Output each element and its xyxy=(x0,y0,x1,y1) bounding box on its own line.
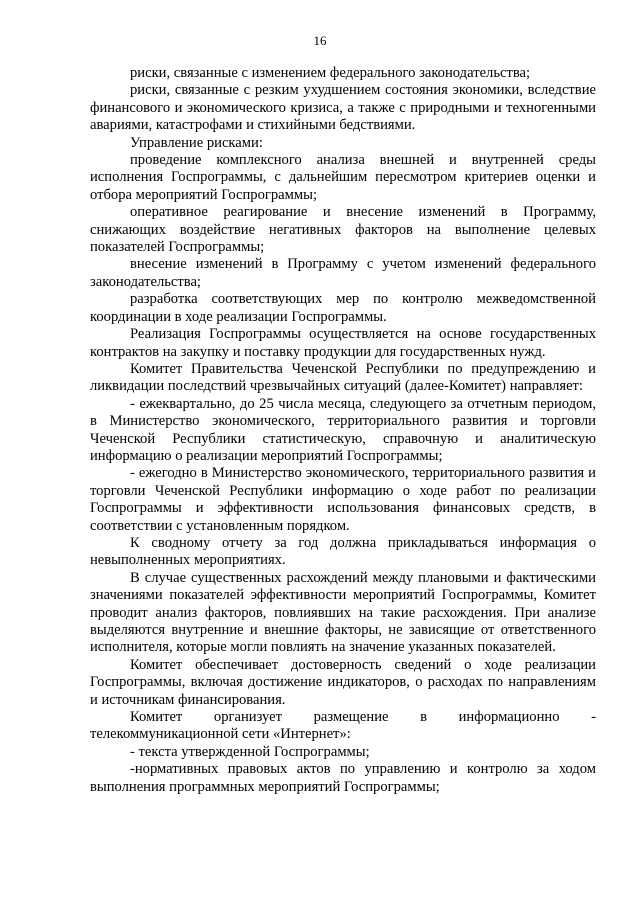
paragraph: -нормативных правовых актов по управлению и контролю за ходом выполнения программных мероприятий Госпрограммы; xyxy=(90,761,596,795)
page-number: 16 xyxy=(313,33,327,48)
paragraph: Комитет организует размещение в информационно - телекоммуникационной сети «Интернет»: xyxy=(90,709,596,743)
paragraph: Комитет обеспечивает достоверность сведений о ходе реализации Госпрограммы, включая достижение индикаторов, о расходах по направлениям и источникам финансирования. xyxy=(90,656,596,708)
paragraph: Реализация Госпрограммы осуществляется на основе государственных контрактов на закупку и поставку продукции для государственных нужд. xyxy=(90,326,596,360)
paragraph: - ежеквартально, до 25 числа месяца, следующего за отчетным периодом, в Министерство экономического, территориального развития и торговли Чеченской Республики статистическую, справочную и аналитическую информацию о реализации мероприятий Госпрограммы; xyxy=(90,395,596,464)
paragraph: внесение изменений в Программу с учетом изменений федерального законодательства; xyxy=(90,256,596,290)
paragraph: Управление рисками: xyxy=(130,134,263,151)
paragraph: - текста утвержденной Госпрограммы; xyxy=(130,743,370,760)
paragraph: разработка соответствующих мер по контролю межведомственной координации в ходе реализации Госпрограммы. xyxy=(90,291,596,325)
paragraph: риски, связанные с изменением федерального законодательства; xyxy=(130,65,531,81)
paragraph: К сводному отчету за год должна прикладываться информация о невыполненных мероприятиях. xyxy=(90,534,596,569)
paragraph: оперативное реагирование и внесение изменений в Программу, снижающих воздействие негативных факторов на выполнение целевых показателей Госпрограммы; xyxy=(90,204,596,256)
paragraph: В случае существенных расхождений между плановыми и фактическими значениями показателей эффективности мероприятий Госпрограммы, Комитет проводит анализ факторов, повлиявших на такие расхождения. При анализе выделяются внутренние и внешние факторы, не зависящие от ответственного исполнителя, которые могли повлиять на значение указанных показателей. xyxy=(90,569,596,656)
paragraph: риски, связанные с резким ухудшением состояния экономики, вследствие финансового и экономического кризиса, а также с природными и техногенными авариями, катастрофами и стихийными бедствиями. xyxy=(90,82,596,134)
paragraph: Комитет Правительства Чеченской Республики по предупреждению и ликвидации последствий чрезвычайных ситуаций (далее-Комитет) направляет: xyxy=(90,360,596,395)
document-body xyxy=(90,65,596,796)
paragraph: проведение комплексного анализа внешней и внутренней среды исполнения Госпрограммы, с дальнейшим пересмотром критериев оценки и отбора мероприятий Госпрограммы; xyxy=(90,152,596,203)
paragraph: - ежегодно в Министерство экономического, территориального развития и торговли Чеченской Республики информацию о ходе работ по реализации Госпрограммы и эффективности использования финансовых средств, в соответствии с установленным порядком. xyxy=(90,465,596,534)
